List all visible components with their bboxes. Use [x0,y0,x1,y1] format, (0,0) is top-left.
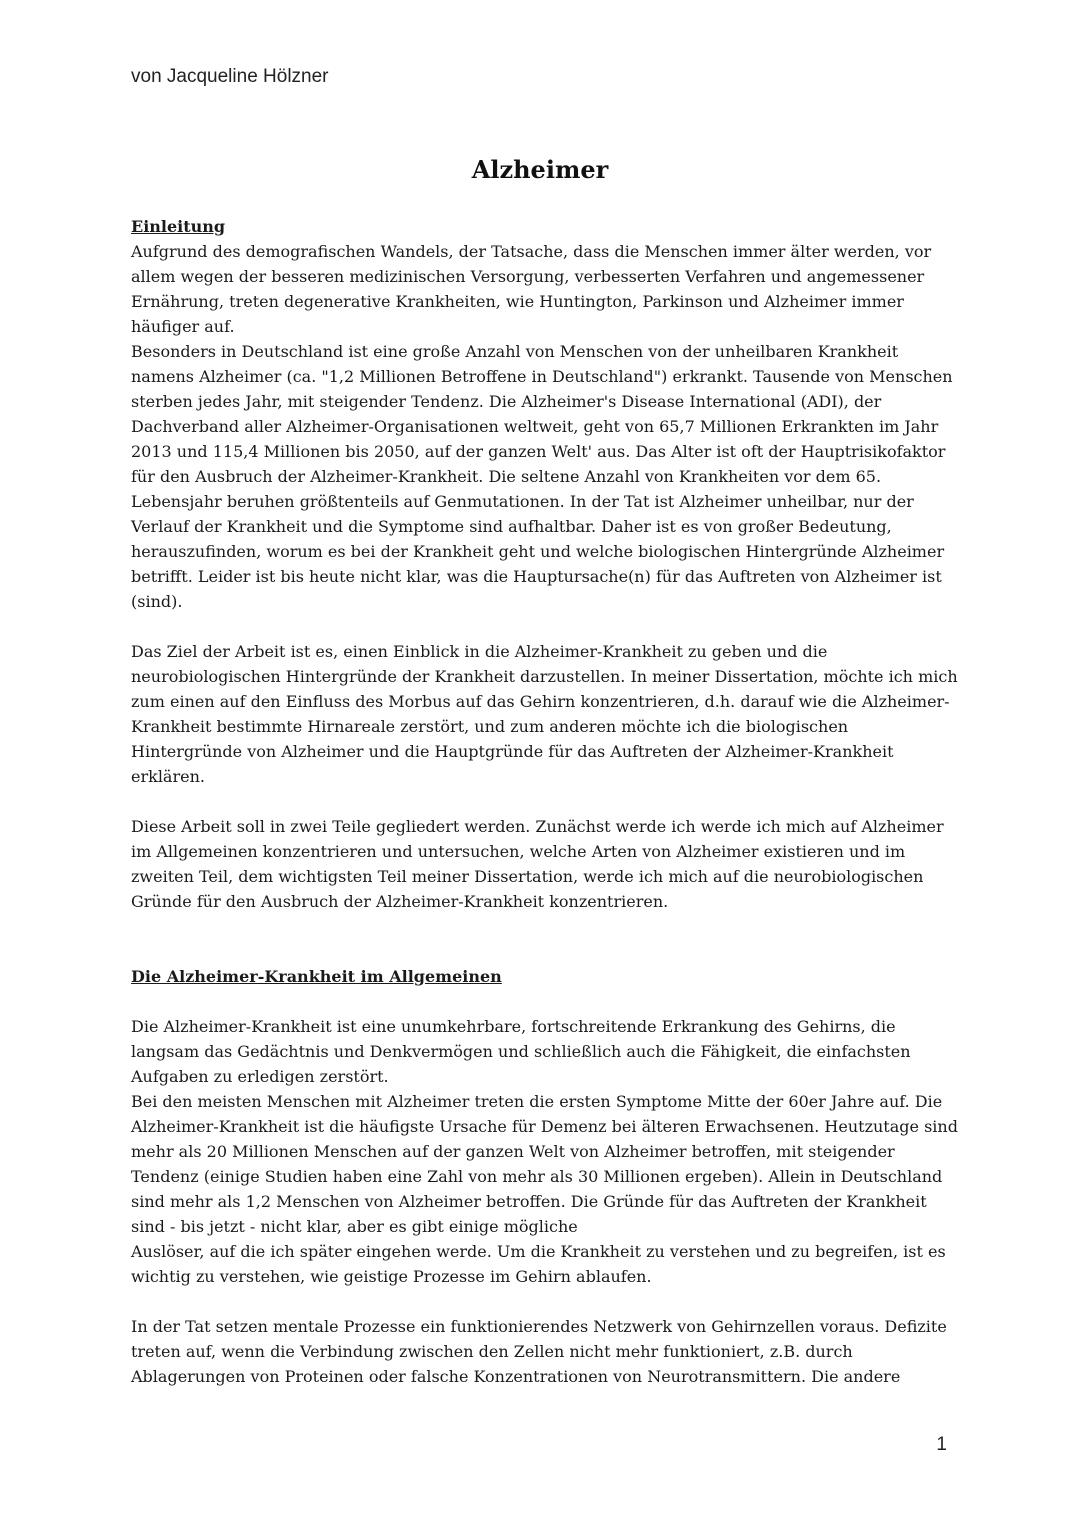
page-number: 1 [936,1434,947,1455]
paragraph: Bei den meisten Menschen mit Alzheimer treten die ersten Symptome Mitte der 60er Jahre auf. Die Alzheimer-Krankheit ist die häufigste Ursache für Demenz bei älteren Erwachsenen. Heutzutage sind mehr als 20 Millionen Menschen auf der ganzen Welt von Alzheimer betroffen, mit steigender Tendenz (einige Studien haben eine Zahl von mehr als 30 Millionen ergeben). Allein in Deutschland sind mehr als 1,2 Menschen von Alzheimer betroffen. Die Gründe für das Auftreten der Krankheit sind - bis jetzt - nicht klar, aber es gibt einige mögliche [131,1092,958,1236]
paragraph: Besonders in Deutschland ist eine große Anzahl von Menschen von der unheilbaren Krankheit namens Alzheimer (ca. "1,2 Millionen Betroffene in Deutschland") erkrankt. Tausende von Menschen sterben jedes Jahr, mit steigender Tendenz. Die Alzheimer's Disease International (ADI), der Dachverband aller Alzheimer-Organisationen weltweit, geht von 65,7 Millionen Erkrankten im Jahr 2013 und 115,4 Millionen bis 2050, auf der ganzen Welt' aus. Das Alter ist oft der Hauptrisikofaktor für den Ausbruch der Alzheimer-Krankheit. Die seltene Anzahl von Krankheiten vor dem 65. Lebensjahr beruhen größtenteils auf Genmutationen. In der Tat ist Alzheimer unheilbar, nur der Verlauf der Krankheit und die Symptome sind aufhaltbar. Daher ist es von großer Bedeutung, herauszufinden, worum es bei der Krankheit geht und welche biologischen Hintergründe Alzheimer betrifft. Leider ist bis heute nicht klar, was die Hauptursache(n) für das Auftreten von Alzheimer ist (sind). [131,342,953,611]
paragraph: Aufgrund des demografischen Wandels, der Tatsache, dass die Menschen immer älter werden, vor allem wegen der besseren medizinischen Versorgung, verbesserten Verfahren und angemessener Ernährung, treten degenerative Krankheiten, wie Huntington, Parkinson und Alzheimer immer häufiger auf. [131,242,932,336]
section-heading-allgemeinen: Die Alzheimer-Krankheit im Allgemeinen [131,967,502,986]
paragraph: Das Ziel der Arbeit ist es, einen Einblick in die Alzheimer-Krankheit zu geben und die neurobiologischen Hintergründe der Krankheit darzustellen. In meiner Dissertation, möchte ich mich zum einen auf den Einfluss des Morbus auf das Gehirn konzentrieren, d.h. darauf wie die Alzheimer-Krankheit bestimmte Hirnareale zerstört, und zum anderen möchte ich die biologischen Hintergründe von Alzheimer und die Hauptgründe für das Auftreten der Alzheimer-Krankheit erklären. [131,642,958,786]
author-header: von Jacqueline Hölzner [131,66,329,87]
paragraph: Die Alzheimer-Krankheit ist eine unumkehrbare, fortschreitende Erkrankung des Gehirns, die langsam das Gedächtnis und Denkvermögen und schließlich auch die Fähigkeit, die einfachsten Aufgaben zu erledigen zerstört. [131,1017,911,1086]
document-title: Alzheimer [471,155,609,184]
document-body [131,214,961,1389]
paragraph: Diese Arbeit soll in zwei Teile gegliedert werden. Zunächst werde ich werde ich mich auf Alzheimer im Allgemeinen konzentrieren und untersuchen, welche Arten von Alzheimer existieren und im zweiten Teil, dem wichtigsten Teil meiner Dissertation, werde ich mich auf die neurobiologischen Gründe für den Ausbruch der Alzheimer-Krankheit konzentrieren. [131,817,944,911]
paragraph: Auslöser, auf die ich später eingehen werde. Um die Krankheit zu verstehen und zu begreifen, ist es wichtig zu verstehen, wie geistige Prozesse im Gehirn ablaufen. [131,1242,946,1286]
section-heading-einleitung: Einleitung [131,217,226,236]
paragraph: In der Tat setzen mentale Prozesse ein funktionierendes Netzwerk von Gehirnzellen voraus. Defizite treten auf, wenn die Verbindung zwischen den Zellen nicht mehr funktioniert, z.B. durch Ablagerungen von Proteinen oder falsche Konzentrationen von Neurotransmittern. Die andere [131,1317,947,1386]
